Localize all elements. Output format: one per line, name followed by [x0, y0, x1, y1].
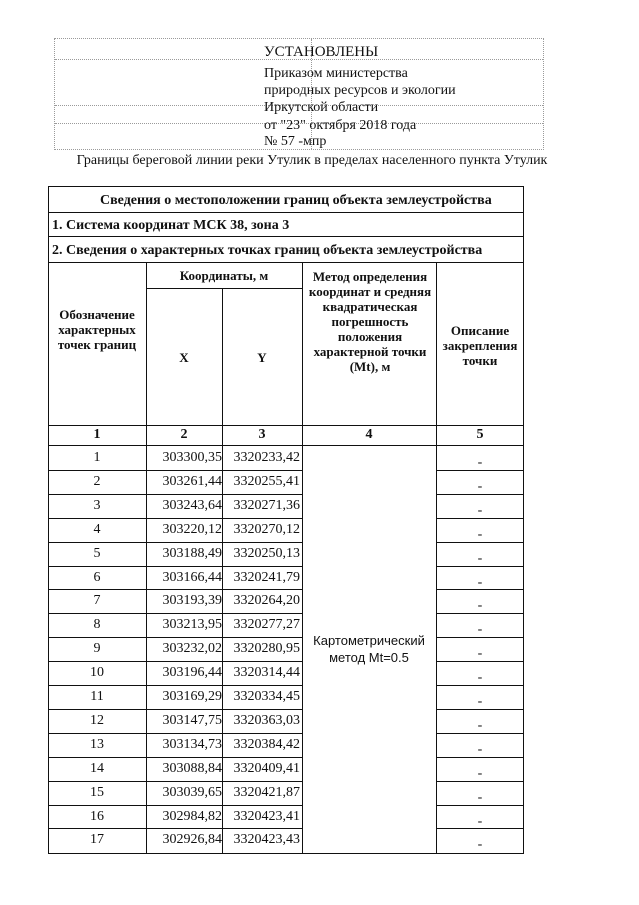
point-number: 16 — [90, 808, 104, 824]
header-description: Описание закрепления точки — [442, 323, 518, 368]
point-description: - — [477, 670, 483, 686]
coord-y: 3320314,44 — [233, 665, 300, 681]
table-row — [48, 758, 524, 781]
table-row — [48, 543, 524, 566]
header-y: Y — [257, 350, 267, 365]
column-number-3: 3 — [258, 427, 266, 442]
coord-x: 303147,75 — [162, 712, 222, 728]
coord-y: 3320270,12 — [233, 521, 300, 537]
table-row — [48, 782, 524, 805]
coord-x: 302926,84 — [162, 832, 222, 848]
table-row — [48, 447, 524, 470]
table-row — [48, 590, 524, 613]
table-row — [48, 638, 524, 661]
coord-y: 3320423,41 — [233, 808, 300, 824]
point-number: 11 — [90, 689, 104, 704]
coord-y: 3320271,36 — [233, 497, 300, 513]
point-description: - — [477, 455, 483, 470]
point-description: - — [477, 813, 483, 829]
approval-number-line: № 57 -мпр — [264, 134, 327, 149]
point-number: 9 — [93, 641, 101, 657]
approval-heading: УСТАНОВЛЕНЫ — [264, 44, 379, 60]
coord-x: 303220,12 — [162, 521, 222, 537]
point-number: 15 — [90, 784, 104, 800]
coord-x: 303039,65 — [162, 784, 222, 800]
coord-y: 3320363,03 — [233, 712, 300, 728]
coord-x: 303166,44 — [162, 569, 222, 585]
approval-ministry-line: природных ресурсов и экологии — [264, 83, 456, 98]
table-row — [48, 614, 524, 637]
section-location-heading: Сведения о местоположении границ объекта землеустройства — [100, 193, 492, 208]
table-row — [48, 806, 524, 829]
coord-y: 3320423,43 — [233, 832, 300, 848]
point-number: 3 — [93, 497, 101, 513]
column-number-4: 4 — [365, 427, 373, 442]
section-characteristic-points: 2. Сведения о характерных точках границ объекта землеустройства — [52, 243, 483, 258]
approval-region-line: Иркутской области — [264, 100, 379, 115]
coord-y: 3320264,20 — [233, 593, 300, 609]
point-number: 6 — [93, 569, 101, 585]
coord-x: 303213,95 — [162, 617, 222, 633]
approval-date-line: от "23" октября 2018 года — [264, 118, 417, 133]
point-description: - — [477, 550, 483, 566]
point-description: - — [477, 717, 483, 733]
coord-x: 303232,02 — [162, 641, 222, 657]
point-number: 17 — [90, 832, 104, 848]
table-row — [48, 495, 524, 518]
point-description: - — [477, 574, 483, 590]
point-description: - — [477, 741, 483, 757]
point-number: 10 — [90, 665, 104, 681]
table-row — [48, 686, 524, 709]
coord-y: 3320409,41 — [233, 760, 300, 776]
point-description: - — [477, 502, 483, 518]
point-description: - — [477, 622, 483, 638]
coord-y: 3320241,79 — [233, 569, 300, 585]
coord-x: 303169,29 — [162, 689, 222, 704]
column-number-5: 5 — [476, 427, 484, 442]
coord-y: 3320280,95 — [233, 641, 300, 657]
coord-x: 303188,49 — [162, 545, 222, 561]
column-number-1: 1 — [93, 427, 101, 442]
point-description: - — [477, 789, 483, 805]
coord-y: 3320334,45 — [233, 689, 300, 704]
point-number: 4 — [93, 521, 101, 537]
coord-y: 3320421,87 — [233, 784, 300, 800]
table-row — [48, 829, 524, 852]
coord-x: 303196,44 — [162, 665, 222, 681]
table-row — [48, 710, 524, 733]
coord-x: 303134,73 — [162, 736, 222, 752]
method-value: Картометрический метод Mt=0.5 — [313, 633, 425, 665]
point-description: - — [477, 478, 483, 494]
coord-y: 3320255,41 — [233, 473, 300, 489]
table-row — [48, 662, 524, 685]
point-number: 5 — [93, 545, 101, 561]
header-designation: Обозначение характерных точек границ — [57, 307, 137, 352]
point-number: 13 — [90, 736, 104, 752]
section-coordinate-system: 1. Система координат МСК 38, зона 3 — [52, 218, 290, 233]
point-number: 12 — [90, 712, 104, 728]
coord-x: 303088,84 — [162, 760, 222, 776]
header-coordinates: Координаты, м — [179, 268, 269, 283]
coord-y: 3320233,42 — [233, 450, 300, 465]
coord-x: 303243,64 — [162, 497, 222, 513]
header-x: X — [179, 350, 189, 365]
coord-y: 3320384,42 — [233, 736, 300, 752]
point-number: 2 — [93, 473, 101, 489]
table-row — [48, 734, 524, 757]
point-number: 8 — [93, 617, 101, 633]
coord-y: 3320277,27 — [233, 617, 300, 633]
coord-x: 303261,44 — [162, 473, 222, 489]
point-number: 14 — [90, 760, 104, 776]
document-title: Границы береговой линии реки Утулик в пределах населенного пункта Утулик — [76, 153, 548, 168]
point-number: 1 — [93, 450, 101, 465]
point-description: - — [477, 694, 483, 709]
coord-x: 303300,35 — [162, 450, 222, 465]
table-row — [48, 567, 524, 590]
table-row — [48, 519, 524, 542]
point-description: - — [477, 646, 483, 662]
point-description: - — [477, 526, 483, 542]
coord-x: 303193,39 — [162, 593, 222, 609]
point-description: - — [477, 765, 483, 781]
table-row — [48, 471, 524, 494]
point-description: - — [477, 598, 483, 614]
coord-y: 3320250,13 — [233, 545, 300, 561]
coord-x: 302984,82 — [162, 808, 222, 824]
point-description: - — [477, 837, 483, 853]
header-method: Метод определения координат и средняя квадратическая погрешность положения характерной точки (Mt), м — [308, 269, 432, 374]
point-number: 7 — [93, 593, 101, 609]
column-number-2: 2 — [180, 427, 188, 442]
approval-order-line: Приказом министерства — [264, 66, 408, 81]
